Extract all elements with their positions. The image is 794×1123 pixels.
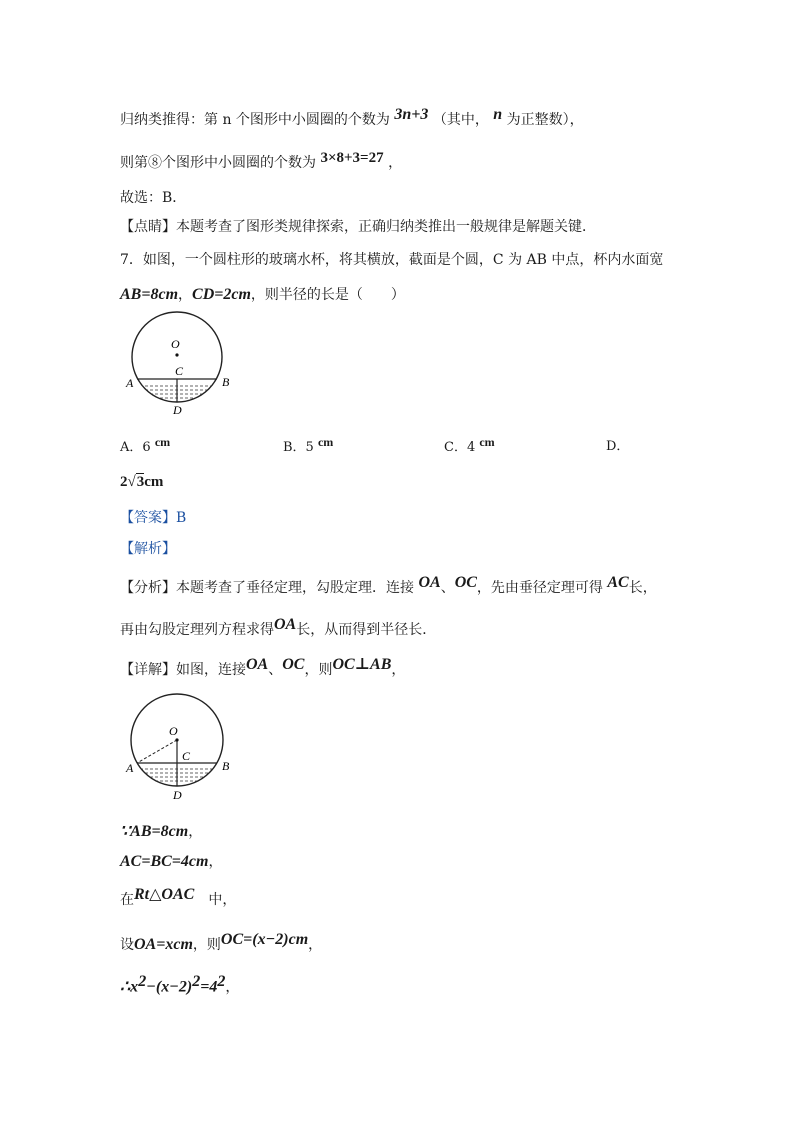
induction-text-3: 为正整数）， [506,112,584,128]
variable-n: n [493,106,503,123]
label-a: A [126,376,134,390]
comma: ， [178,287,193,303]
label-o: O [171,337,180,351]
formula-3x8-3: 3×8+3=27 [320,150,384,166]
segment-oa-dashed [137,740,177,763]
label-o: O [169,724,178,738]
segment-oc: OC [454,574,477,591]
choose-b-line: 故选：B． [120,190,187,206]
step-3: 在Rt△OAC 中， [120,886,237,908]
label-c: C [182,749,191,763]
analysis-title: 【解析】 [120,541,176,557]
step-4: 设OA=xcm，则OC=(x−2)cm， [120,931,323,953]
option-b[interactable]: B．5 cm [283,435,334,455]
option-a[interactable]: A．6 cm [120,435,171,455]
formula-3n-3: 3n+3 [394,106,429,123]
answer-line: 【答案】B [120,510,187,526]
question-7-stem: 7．如图，一个圆柱形的玻璃水杯，将其横放，截面是个圆，C 为 AB 中点，杯内水面宽 [120,252,664,268]
segment-ac: AC [607,574,629,591]
fenxi-line-1: 【分析】本题考查了垂径定理，勾股定理．连接 OA、OC，先由垂径定理可得 AC长， [120,574,657,596]
segment-oa: OA [274,616,297,633]
option-d-value: 2√3cm [120,474,164,490]
circle-figure-1 [120,310,240,420]
option-d[interactable]: D． [606,439,630,454]
step-2: AC=BC=4cm， [120,853,223,870]
label-b: B [222,375,230,389]
eighth-figure-text: 则第⑧个图形中小圆圈的个数为 [120,155,316,171]
circle-figure-2 [120,690,240,805]
dianjing-line: 【点睛】本题考查了图形类规律探索，正确归纳类推出一般规律是解题关键． [120,219,596,235]
comma: ， [388,155,403,171]
label-d: D [173,788,182,802]
label-d: D [173,403,182,417]
induction-line [120,106,584,130]
segment-oa: OA [418,574,441,591]
triangle-oac: Rt△OAC [134,886,195,903]
eighth-figure-line [120,150,403,173]
induction-text-2: （其中， [432,112,489,128]
label-c: C [175,364,184,378]
fenxi-line-2: 再由勾股定理列方程求得OA长，从而得到半径长． [120,616,437,638]
center-point [175,738,178,741]
induction-text: 归纳类推得：第 n 个图形中小圆圈的个数为 [120,112,390,128]
formula-ab: AB=8cm [120,286,179,303]
question-7-ask: ，则半径的长是（ ） [250,287,405,303]
option-c[interactable]: C．4 cm [444,435,495,455]
label-a: A [126,761,134,775]
step-1: ∵AB=8cm， [120,823,203,840]
label-b: B [222,759,230,773]
formula-cd: CD=2cm [192,286,251,303]
center-point [175,353,178,356]
perpendicular-formula: OC⊥AB [332,656,392,673]
step-5: $\therefore x^2-(x-2)^2=4^2$， [120,973,240,996]
question-7-given [120,285,405,305]
detail-line: 【详解】如图，连接OA、OC，则OC⊥AB， [120,656,406,678]
